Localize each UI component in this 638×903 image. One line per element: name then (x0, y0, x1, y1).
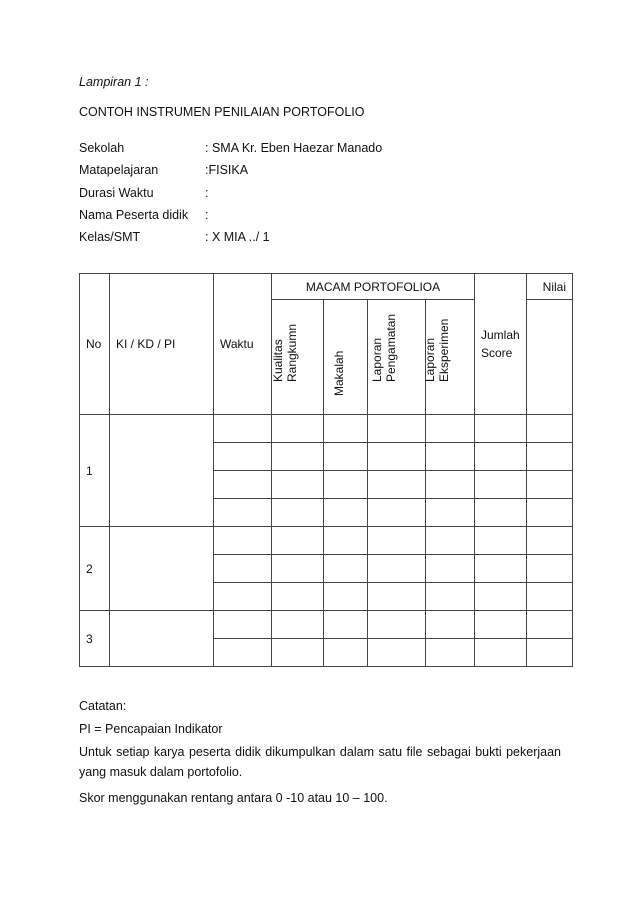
table-cell (475, 583, 527, 611)
table-cell (272, 611, 324, 639)
info-label: Sekolah (79, 141, 125, 155)
header-waktu: Waktu (214, 274, 272, 415)
table-cell (324, 639, 368, 667)
table-cell (368, 443, 426, 471)
table-cell (475, 639, 527, 667)
header-laporan-pengamatan (368, 300, 426, 415)
table-cell (324, 415, 368, 443)
header-eksperimen-line2: Eksperimen (437, 319, 451, 383)
table-cell (475, 499, 527, 527)
table-cell (324, 471, 368, 499)
info-label: Kelas/SMT (79, 230, 141, 244)
table-cell (527, 499, 573, 527)
table-cell (324, 583, 368, 611)
cell-ki-kd-pi (110, 415, 214, 527)
document-title: CONTOH INSTRUMEN PENILAIAN PORTOFOLIO (79, 105, 365, 119)
table-row (80, 527, 573, 555)
info-label: Matapelajaran (79, 163, 159, 177)
table-cell (324, 527, 368, 555)
lampiran-label: Lampiran 1 : (79, 75, 149, 89)
header-jumlah-line2: Score (481, 346, 513, 360)
table-cell (214, 415, 272, 443)
header-eksperimen-line1: Laporan (423, 338, 438, 383)
table-cell (426, 471, 475, 499)
cell-ki-kd-pi (110, 527, 214, 611)
portfolio-table (79, 273, 573, 667)
table-cell (214, 471, 272, 499)
cell-ki-kd-pi (110, 611, 214, 667)
table-cell (272, 443, 324, 471)
table-cell (272, 415, 324, 443)
table-cell (324, 555, 368, 583)
table-cell (475, 555, 527, 583)
table-cell (426, 611, 475, 639)
info-value: : X MIA ../ 1 (205, 230, 270, 244)
table-cell (214, 611, 272, 639)
table-cell (272, 471, 324, 499)
table-row (80, 415, 573, 443)
table-cell (527, 555, 573, 583)
table-cell (214, 639, 272, 667)
info-value: :FISIKA (205, 163, 249, 177)
notes-pi: PI = Pencapaian Indikator (79, 722, 223, 736)
table-cell (475, 415, 527, 443)
info-value: : (205, 186, 209, 200)
table-cell (272, 639, 324, 667)
header-laporan-eksperimen (423, 300, 475, 415)
table-cell (527, 527, 573, 555)
header-makalah-line1: Makalah (331, 350, 346, 397)
header-nilai: Nilai (527, 274, 573, 300)
table-cell (426, 415, 475, 443)
table-cell (324, 443, 368, 471)
table-cell (426, 527, 475, 555)
cell-no: 3 (80, 611, 110, 667)
table-cell (527, 639, 573, 667)
info-label: Durasi Waktu (79, 186, 154, 200)
table-cell (527, 611, 573, 639)
table-cell (214, 527, 272, 555)
header-jumlah-line1: Jumlah (481, 328, 520, 342)
table-cell (368, 415, 426, 443)
info-value: : SMA Kr. Eben Haezar Manado (205, 141, 383, 155)
table-cell (368, 527, 426, 555)
table-cell (527, 415, 573, 443)
table-cell (214, 443, 272, 471)
table-cell (272, 527, 324, 555)
table-cell (324, 611, 368, 639)
header-pengamatan-line1: Laporan (369, 338, 384, 383)
table-cell (272, 583, 324, 611)
table-cell (214, 555, 272, 583)
table-cell (527, 583, 573, 611)
table-cell (368, 499, 426, 527)
table-cell (426, 499, 475, 527)
header-kualitas-line2: Rangkumn (284, 324, 299, 383)
table-cell (272, 555, 324, 583)
cell-no: 2 (80, 527, 110, 611)
cell-no: 1 (80, 415, 110, 527)
table-cell (368, 555, 426, 583)
table-cell (527, 471, 573, 499)
table-cell (272, 499, 324, 527)
header-makalah (324, 300, 368, 415)
table-cell (426, 639, 475, 667)
header-kualitas-line1: Kualitas (270, 339, 285, 383)
header-no: No (80, 274, 110, 415)
table-body (80, 415, 573, 667)
table-cell (426, 583, 475, 611)
table-cell (475, 527, 527, 555)
info-value: : (205, 208, 209, 222)
header-nilai-blank (527, 300, 573, 415)
table-cell (214, 499, 272, 527)
table-cell (368, 583, 426, 611)
info-label: Nama Peserta didik (79, 208, 189, 222)
header-ki-kd-pi: KI / KD / PI (110, 274, 214, 415)
notes-paragraph-2: Skor menggunakan rentang antara 0 -10 atau 10 – 100. (79, 791, 388, 805)
header-kualitas-rangkuman (272, 300, 324, 415)
header-macam-portofolio: MACAM PORTOFOLIOA (272, 274, 475, 300)
table-cell (475, 471, 527, 499)
header-jumlah-score (475, 274, 527, 415)
table-cell (426, 555, 475, 583)
header-pengamatan-line2: Pengamatan (383, 314, 398, 383)
table-cell (324, 499, 368, 527)
table-cell (368, 471, 426, 499)
table-cell (368, 611, 426, 639)
table-cell (214, 583, 272, 611)
table-cell (527, 443, 573, 471)
table-cell (475, 443, 527, 471)
table-cell (426, 443, 475, 471)
table-row (80, 611, 573, 639)
notes-paragraph-1: Untuk setiap karya peserta didik dikumpulkan dalam satu file sebagai bukti pekerjaan yang masuk dalam portofolio. (79, 745, 561, 779)
table-cell (368, 639, 426, 667)
table-cell (475, 611, 527, 639)
notes-catatan: Catatan: (79, 699, 127, 713)
